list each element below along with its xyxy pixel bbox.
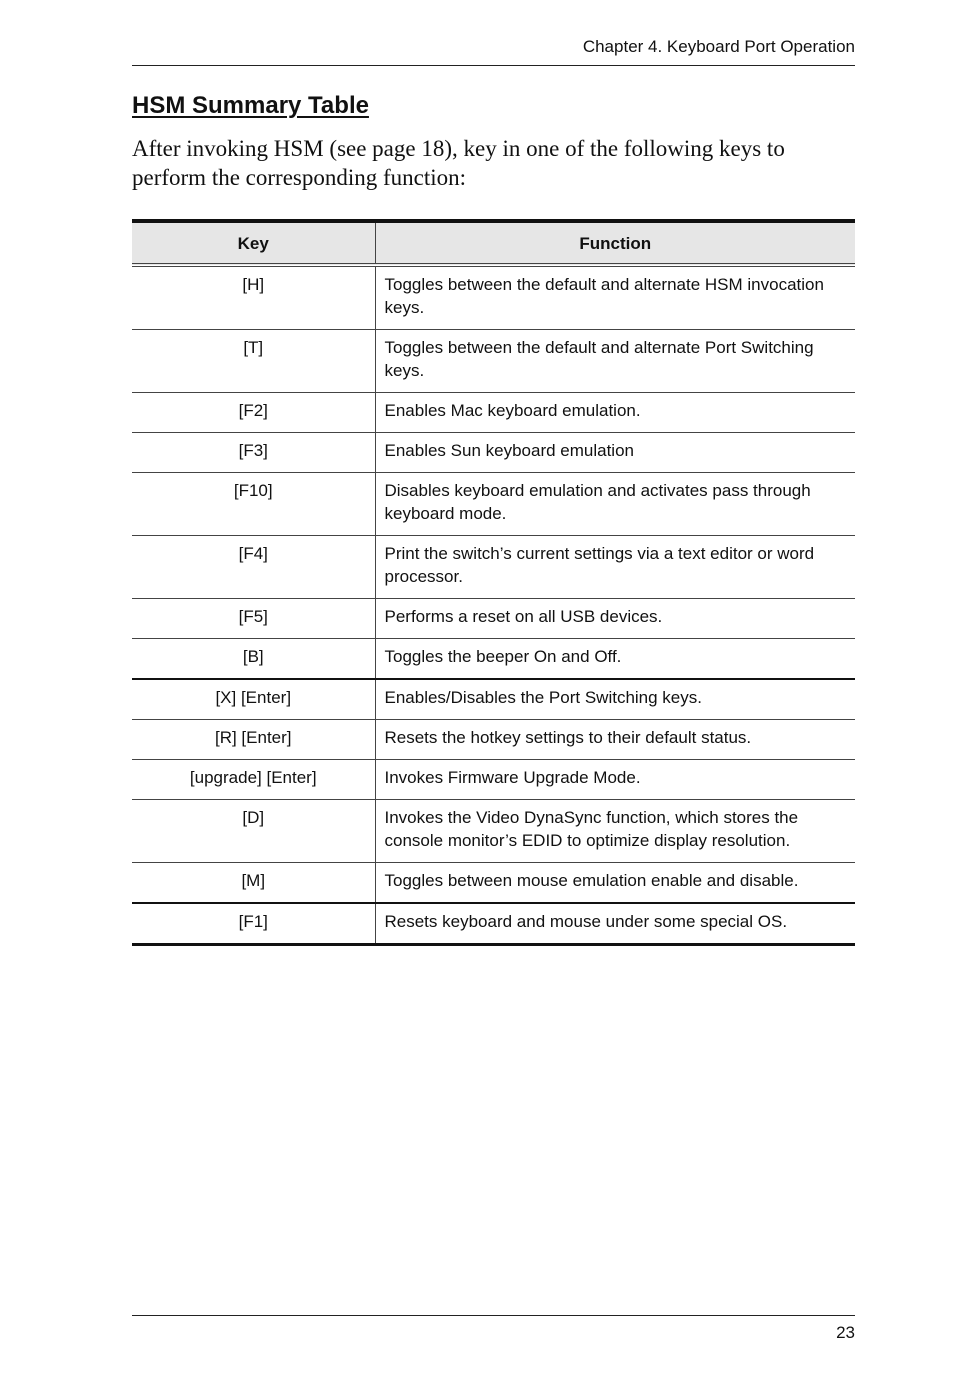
- function-cell: Resets the hotkey settings to their default status.: [375, 720, 855, 760]
- section-title: HSM Summary Table: [132, 92, 369, 119]
- function-cell: Resets keyboard and mouse under some special OS.: [375, 903, 855, 945]
- table-row: [132, 863, 855, 904]
- table-row: [132, 393, 855, 433]
- table-row: [132, 473, 855, 536]
- intro-paragraph: After invoking HSM (see page 18), key in one of the following keys to perform the corresponding function:: [132, 136, 785, 190]
- table-row: [132, 599, 855, 639]
- function-cell: Invokes Firmware Upgrade Mode.: [375, 760, 855, 800]
- function-cell: Toggles between mouse emulation enable and disable.: [375, 863, 855, 904]
- key-cell: [R] [Enter]: [132, 720, 375, 760]
- function-column-header: Function: [375, 221, 855, 265]
- page-number: 23: [836, 1323, 855, 1342]
- table-row: [132, 903, 855, 945]
- key-cell: [F5]: [132, 599, 375, 639]
- key-cell: [D]: [132, 800, 375, 863]
- function-cell: Enables Sun keyboard emulation: [375, 433, 855, 473]
- function-cell: Disables keyboard emulation and activates pass through keyboard mode.: [375, 473, 855, 536]
- table-row: [132, 800, 855, 863]
- function-cell: Toggles the beeper On and Off.: [375, 639, 855, 680]
- key-cell: [T]: [132, 330, 375, 393]
- key-cell: [B]: [132, 639, 375, 680]
- running-header: Chapter 4. Keyboard Port Operation: [582, 37, 855, 56]
- table-row: [132, 265, 855, 330]
- hsm-summary-table: [132, 219, 855, 946]
- key-column-header: Key: [132, 221, 375, 265]
- function-cell: Toggles between the default and alternate Port Switching keys.: [375, 330, 855, 393]
- key-cell: [M]: [132, 863, 375, 904]
- key-cell: [upgrade] [Enter]: [132, 760, 375, 800]
- key-cell: [F1]: [132, 903, 375, 945]
- table-row: [132, 433, 855, 473]
- key-cell: [F4]: [132, 536, 375, 599]
- footer-rule: [132, 1315, 855, 1316]
- table-row: [132, 679, 855, 720]
- table-row: [132, 536, 855, 599]
- key-cell: [F2]: [132, 393, 375, 433]
- function-cell: Enables Mac keyboard emulation.: [375, 393, 855, 433]
- function-cell: Toggles between the default and alternate HSM invocation keys.: [375, 265, 855, 330]
- key-cell: [F10]: [132, 473, 375, 536]
- table-row: [132, 639, 855, 680]
- table-row: [132, 330, 855, 393]
- table-header-row: [132, 221, 855, 265]
- function-cell: Invokes the Video DynaSync function, which stores the console monitor’s EDID to optimize display resolution.: [375, 800, 855, 863]
- function-cell: Enables/Disables the Port Switching keys.: [375, 679, 855, 720]
- header-rule: [132, 65, 855, 66]
- function-cell: Print the switch’s current settings via a text editor or word processor.: [375, 536, 855, 599]
- key-cell: [H]: [132, 265, 375, 330]
- key-cell: [X] [Enter]: [132, 679, 375, 720]
- function-cell: Performs a reset on all USB devices.: [375, 599, 855, 639]
- table-row: [132, 760, 855, 800]
- table-row: [132, 720, 855, 760]
- key-cell: [F3]: [132, 433, 375, 473]
